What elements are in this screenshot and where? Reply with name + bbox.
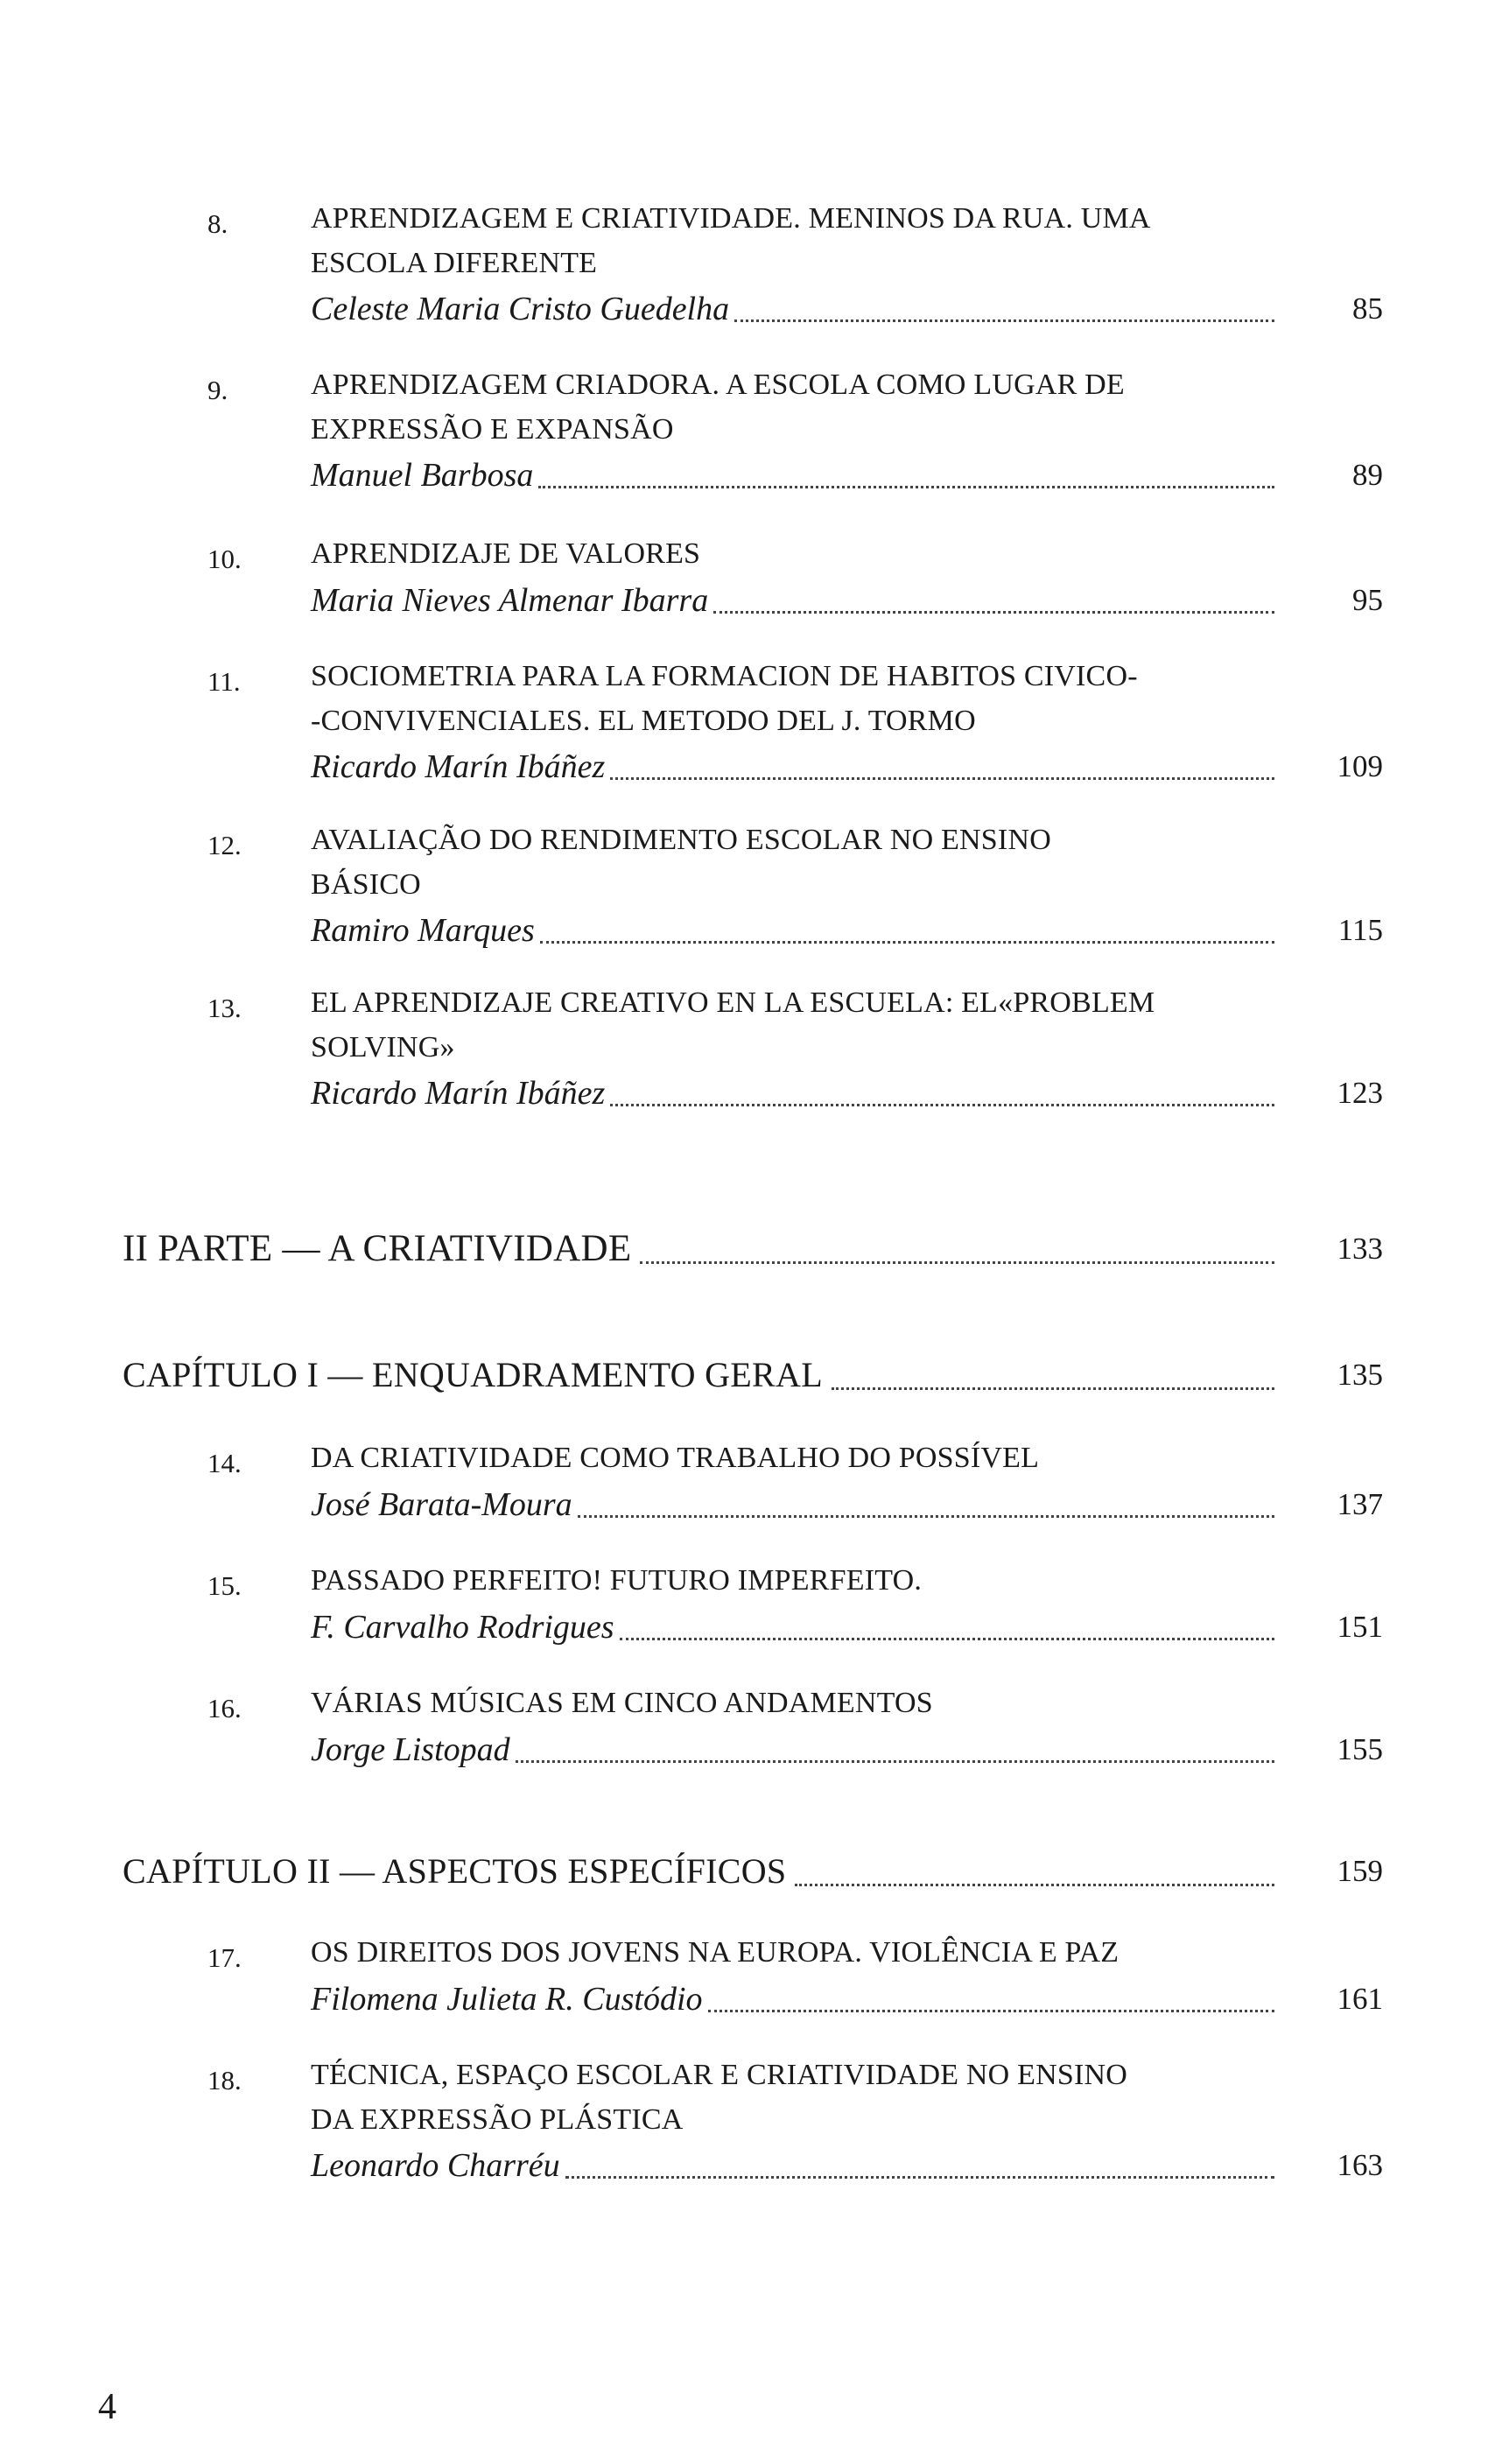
entry-number: 15.: [207, 1570, 242, 1601]
entry-author: José Barata-Moura: [311, 1486, 572, 1523]
entry-title-line: EXPRESSÃO E EXPANSÃO: [311, 413, 674, 446]
chapter-heading: CAPÍTULO II — ASPECTOS ESPECÍFICOS: [123, 1851, 787, 1891]
entry-page-number: 115: [1337, 913, 1383, 947]
entry-title: [311, 654, 1352, 743]
dot-leader: [540, 941, 1274, 944]
entry-author: Ricardo Marín Ibáñez: [311, 748, 606, 785]
entry-page-number: 151: [1337, 1610, 1383, 1644]
entry-title: [311, 362, 1352, 452]
entry-title: [311, 818, 1352, 907]
entry-author: Manuel Barbosa: [311, 457, 534, 494]
entry-title-line: OS DIREITOS DOS JOVENS NA EUROPA. VIOLÊNCIA E PAZ: [311, 1936, 1120, 1969]
entry-page-number: 95: [1352, 583, 1383, 617]
dot-leader: [620, 1638, 1274, 1640]
dot-leader: [708, 2010, 1274, 2012]
dot-leader: [610, 1104, 1274, 1106]
entry-number: 18.: [207, 2065, 242, 2095]
entry-number: 12.: [207, 830, 242, 860]
entry-page-number: 137: [1337, 1487, 1383, 1521]
entry-author-row: [311, 905, 1274, 956]
entry-title-line: AVALIAÇÃO DO RENDIMENTO ESCOLAR NO ENSINO: [311, 824, 1051, 856]
entry-author: Leonardo Charréu: [311, 2147, 560, 2184]
part-heading: II PARTE — A CRIATIVIDADE: [123, 1228, 632, 1269]
dot-leader: [795, 1884, 1274, 1886]
dot-leader: [565, 2176, 1274, 2179]
dot-leader: [578, 1515, 1274, 1518]
entry-number: 9.: [207, 375, 228, 405]
dot-leader: [640, 1261, 1274, 1264]
entry-page-number: 123: [1337, 1076, 1383, 1110]
entry-title: [311, 196, 1352, 285]
entry-page-number: 161: [1337, 1982, 1383, 2016]
entry-author-row: [311, 1068, 1274, 1119]
entry-author-row: [311, 1479, 1274, 1530]
part-page-number: 133: [1337, 1232, 1383, 1266]
entry-page-number: 85: [1352, 291, 1383, 326]
dot-leader: [832, 1387, 1274, 1390]
entry-author-row: [311, 1724, 1274, 1775]
entry-title-line: SOCIOMETRIA PARA LA FORMACION DE HABITOS CIVICO-: [311, 660, 1138, 692]
entry-title-line: PASSADO PERFEITO! FUTURO IMPERFEITO.: [311, 1564, 923, 1597]
entry-author: Ricardo Marín Ibáñez: [311, 1075, 606, 1112]
entry-author-row: [311, 450, 1274, 501]
entry-number: 10.: [207, 544, 242, 574]
chapter-heading: CAPÍTULO I — ENQUADRAMENTO GERAL: [123, 1355, 823, 1394]
dot-leader: [516, 1760, 1274, 1763]
entry-number: 11.: [207, 666, 241, 697]
entry-title-line: DA CRIATIVIDADE COMO TRABALHO DO POSSÍVEL: [311, 1442, 1040, 1474]
entry-title: [311, 1930, 1352, 1975]
entry-title-line: APRENDIZAGEM E CRIATIVIDADE. MENINOS DA RUA. UMA: [311, 202, 1151, 235]
chapter-page-number: 159: [1337, 1854, 1383, 1888]
dot-leader: [734, 319, 1274, 322]
entry-page-number: 155: [1337, 1732, 1383, 1766]
page-number: 4: [98, 2387, 116, 2427]
dot-leader: [538, 486, 1274, 488]
entry-title: [311, 1436, 1352, 1480]
entry-title: [311, 1558, 1352, 1603]
entry-author: Filomena Julieta R. Custódio: [311, 1981, 703, 2018]
entry-title-line: -CONVIVENCIALES. EL METODO DEL J. TORMO: [311, 705, 976, 737]
entry-title-line: APRENDIZAGEM CRIADORA. A ESCOLA COMO LUGAR DE: [311, 369, 1125, 401]
entry-author: Ramiro Marques: [311, 912, 535, 949]
entry-title-line: TÉCNICA, ESPAÇO ESCOLAR E CRIATIVIDADE NO ENSINO: [311, 2059, 1127, 2091]
entry-title: [311, 2053, 1352, 2142]
entry-author: Maria Nieves Almenar Ibarra: [311, 582, 709, 619]
entry-author: Celeste Maria Cristo Guedelha: [311, 291, 730, 327]
entry-title-line: BÁSICO: [311, 868, 421, 901]
entry-title-line: ESCOLA DIFERENTE: [311, 247, 598, 279]
entry-title: [311, 531, 1352, 576]
entry-author-row: [311, 284, 1274, 334]
entry-number: 13.: [207, 993, 242, 1023]
entry-author-row: [311, 1602, 1274, 1653]
entry-title: [311, 1681, 1352, 1725]
entry-title-line: SOLVING»: [311, 1031, 455, 1064]
entry-page-number: 163: [1337, 2148, 1383, 2182]
entry-author-row: [311, 741, 1274, 792]
chapter-heading-row: [123, 1348, 1274, 1402]
entry-number: 14.: [207, 1448, 242, 1478]
entry-title: [311, 980, 1352, 1070]
entry-author-row: [311, 575, 1274, 626]
entry-title-line: VÁRIAS MÚSICAS EM CINCO ANDAMENTOS: [311, 1687, 933, 1719]
dot-leader: [713, 611, 1274, 614]
entry-number: 17.: [207, 1942, 242, 1973]
entry-page-number: 89: [1352, 458, 1383, 492]
chapter-heading-row: [123, 1844, 1274, 1899]
entry-page-number: 109: [1337, 749, 1383, 783]
entry-author-row: [311, 2140, 1274, 2191]
entry-title-line: DA EXPRESSÃO PLÁSTICA: [311, 2103, 684, 2136]
entry-number: 16.: [207, 1693, 242, 1723]
chapter-page-number: 135: [1337, 1358, 1383, 1392]
entry-author: F. Carvalho Rodrigues: [311, 1609, 614, 1646]
entry-author: Jorge Listopad: [311, 1731, 510, 1768]
part-heading-row: [123, 1222, 1274, 1276]
entry-title-line: APRENDIZAJE DE VALORES: [311, 537, 701, 570]
entry-number: 8.: [207, 208, 228, 239]
entry-author-row: [311, 1974, 1274, 2025]
dot-leader: [610, 777, 1274, 780]
entry-title-line: EL APRENDIZAJE CREATIVO EN LA ESCUELA: EL«PROBLEM: [311, 986, 1155, 1019]
